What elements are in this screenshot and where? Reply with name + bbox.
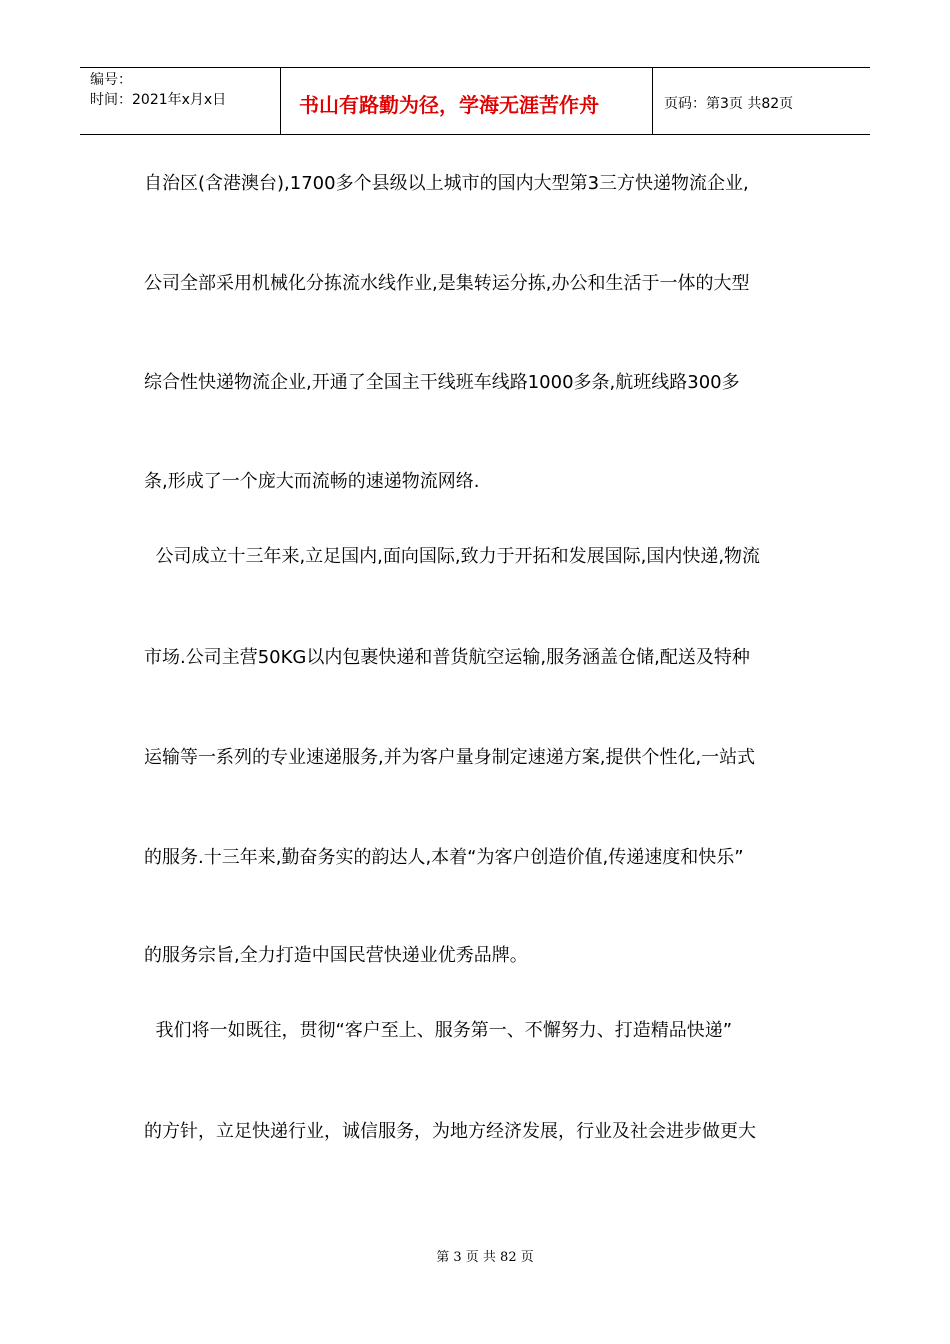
- header-meta-cell: [80, 68, 281, 134]
- page-footer: 第 3 页 共 82 页: [436, 1250, 534, 1265]
- body-line-10: 我们将一如既往，贯彻“客户至上、服务第一、不懈努力、打造精品快递”: [144, 1020, 733, 1041]
- body-line-11: 的方针，立足快递行业，诚信服务，为地方经济发展，行业及社会进步做更大: [144, 1121, 756, 1142]
- body-line-5: 公司成立十三年来,立足国内,面向国际,致力于开拓和发展国际,国内快递,物流: [144, 546, 761, 567]
- body-line-4: 条,形成了一个庞大而流畅的速递物流网络.: [144, 471, 480, 492]
- body-line-8: 的服务.十三年来,勤奋务实的韵达人,本着“为客户创造价值,传递速度和快乐”: [144, 847, 744, 868]
- body-line-2: 公司全部采用机械化分拣流水线作业,是集转运分拣,办公和生活于一体的大型: [144, 273, 750, 294]
- document-number-label: 编号：: [90, 72, 132, 88]
- body-line-6: 市场.公司主营50KG以内包裹快递和普货航空运输,服务涵盖仓储,配送及特种: [144, 647, 750, 668]
- document-date-label: 时间：2021年x月x日: [90, 92, 227, 108]
- document-header: [80, 67, 870, 135]
- body-line-3: 综合性快递物流企业,开通了全国主干线班车线路1000多条,航班线路300多: [144, 372, 740, 393]
- header-motto: 书山有路勤为径，学海无涯苦作舟: [281, 68, 653, 134]
- body-line-9: 的服务宗旨,全力打造中国民营快递业优秀品牌。: [144, 945, 528, 966]
- body-line-1: 自治区(含港澳台),1700多个县级以上城市的国内大型第3三方快递物流企业,: [144, 173, 749, 194]
- header-page-info: 页码：第3页 共82页: [664, 96, 794, 112]
- body-line-7: 运输等一系列的专业速递服务,并为客户量身制定速递方案,提供个性化,一站式: [144, 747, 756, 768]
